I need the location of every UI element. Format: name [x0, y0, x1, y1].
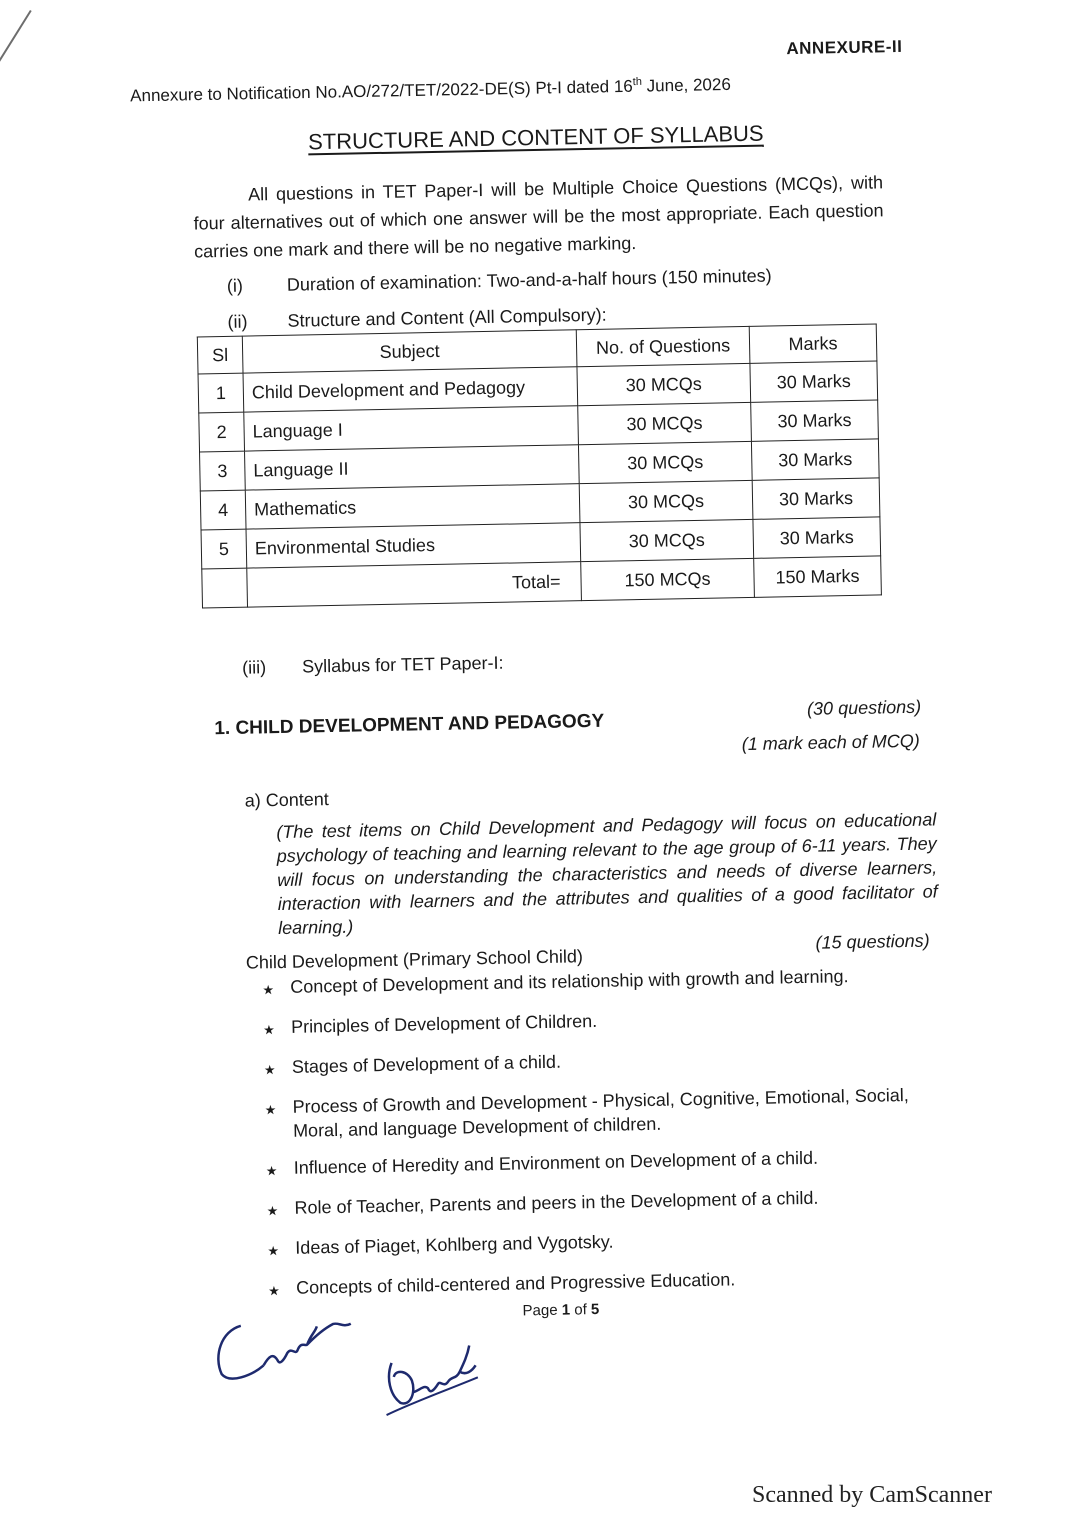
cell-empty — [202, 568, 248, 608]
subsection-heading: Child Development (Primary School Child) — [245, 946, 584, 973]
list-item: ★ Principles of Development of Children. — [263, 1002, 953, 1042]
annexure-label: ANNEXURE-II — [786, 36, 903, 59]
star-bullet-icon: ★ — [267, 1243, 280, 1259]
signature-2 — [381, 1331, 493, 1423]
cell-subject: Language II — [245, 445, 580, 490]
notification-line: Annexure to Notification No.AO/272/TET/2022-DE(S) Pt-I dated 16th June, 2026 — [129, 74, 731, 106]
cell-sl: 4 — [200, 490, 246, 530]
cell-questions: 30 MCQs — [579, 480, 753, 522]
list-item: ★ Stages of Development of a child. — [264, 1042, 954, 1082]
topic-list — [262, 962, 958, 1316]
star-bullet-icon: ★ — [263, 1062, 276, 1078]
star-bullet-icon: ★ — [262, 1022, 275, 1038]
header-questions: No. of Questions — [576, 326, 750, 366]
star-bullet-icon: ★ — [262, 982, 275, 998]
cell-questions: 30 MCQs — [578, 402, 752, 444]
section-heading: 1. CHILD DEVELOPMENT AND PEDAGOGY — [214, 710, 605, 740]
page-number: Page 1 of 5 — [522, 1300, 600, 1320]
cell-subject: Mathematics — [245, 484, 580, 529]
intro-paragraph: All questions in TET Paper-I will be Multiple Choice Questions (MCQs), with four alternatives out of which one answer will be the most appropriate. Each question carries one mark and there will be no negative marking. — [193, 172, 884, 262]
cell-total-marks: 150 Marks — [754, 556, 882, 597]
cell-marks: 30 Marks — [751, 439, 879, 480]
star-bullet-icon: ★ — [264, 1102, 277, 1118]
list-item: ★ Influence of Heredity and Environment on Development of a child. — [266, 1143, 956, 1183]
cell-questions: 30 MCQs — [580, 519, 754, 561]
cell-sl: 1 — [198, 373, 244, 413]
item-syllabus: (iii) Syllabus for TET Paper-I: — [241, 652, 504, 678]
cell-sl: 5 — [201, 529, 247, 569]
header-subject: Subject — [242, 330, 577, 373]
star-bullet-icon: ★ — [267, 1283, 280, 1299]
cell-marks: 30 Marks — [753, 517, 881, 558]
item-duration: (i) Duration of examination: Two-and-a-half hours (150 minutes) — [226, 265, 772, 296]
cell-total-questions: 150 MCQs — [581, 558, 755, 600]
cell-marks: 30 Marks — [752, 478, 880, 519]
cell-subject: Environmental Studies — [246, 523, 581, 568]
cell-questions: 30 MCQs — [577, 363, 751, 405]
cell-marks: 30 Marks — [751, 400, 879, 441]
cell-subject: Language I — [244, 406, 579, 451]
header-sl: Sl — [197, 336, 243, 374]
cell-sl: 2 — [199, 412, 245, 452]
cell-questions: 30 MCQs — [578, 441, 752, 483]
page-title: STRUCTURE AND CONTENT OF SYLLABUS — [307, 120, 764, 155]
cell-sl: 3 — [200, 451, 246, 491]
structure-table — [197, 323, 882, 608]
section-questions: (30 questions) — [806, 696, 922, 719]
list-item: ★ Ideas of Piaget, Kohlberg and Vygotsky. — [267, 1223, 957, 1263]
section-marks-note: (1 mark each of MCQ) — [741, 730, 920, 755]
cell-subject: Child Development and Pedagogy — [243, 367, 578, 412]
list-item: ★ Process of Growth and Development - Physical, Cognitive, Emotional, Social, Moral, and language Development of children. — [264, 1084, 909, 1141]
item-structure: (ii) Structure and Content (All Compulsory): — [227, 304, 607, 332]
subsection-questions: (15 questions) — [815, 930, 930, 953]
list-item: ★ Role of Teacher, Parents and peers in the Development of a child. — [266, 1183, 956, 1223]
camscanner-watermark: Scanned by CamScanner — [752, 1482, 992, 1508]
header-marks: Marks — [749, 324, 877, 363]
list-item: ★ Concept of Development and its relationship with growth and learning. — [262, 962, 952, 1002]
signature-1 — [210, 1304, 362, 1387]
cell-marks: 30 Marks — [750, 361, 878, 402]
star-bullet-icon: ★ — [265, 1163, 278, 1179]
star-bullet-icon: ★ — [266, 1203, 279, 1219]
cell-total-label: Total= — [247, 562, 582, 607]
list-item: ★ Concepts of child-centered and Progressive Education. — [268, 1263, 958, 1303]
content-label: a) Content — [244, 789, 329, 811]
content-description: (The test items on Child Development and Pedagogy will focus on educational psychology of teaching and learning relevant to the age group of 6-11 years. They will focus on understanding the characteristics and needs of diverse learners, interaction with learners and the attributes and qualities of a good facilitator of learning.) — [276, 809, 938, 939]
